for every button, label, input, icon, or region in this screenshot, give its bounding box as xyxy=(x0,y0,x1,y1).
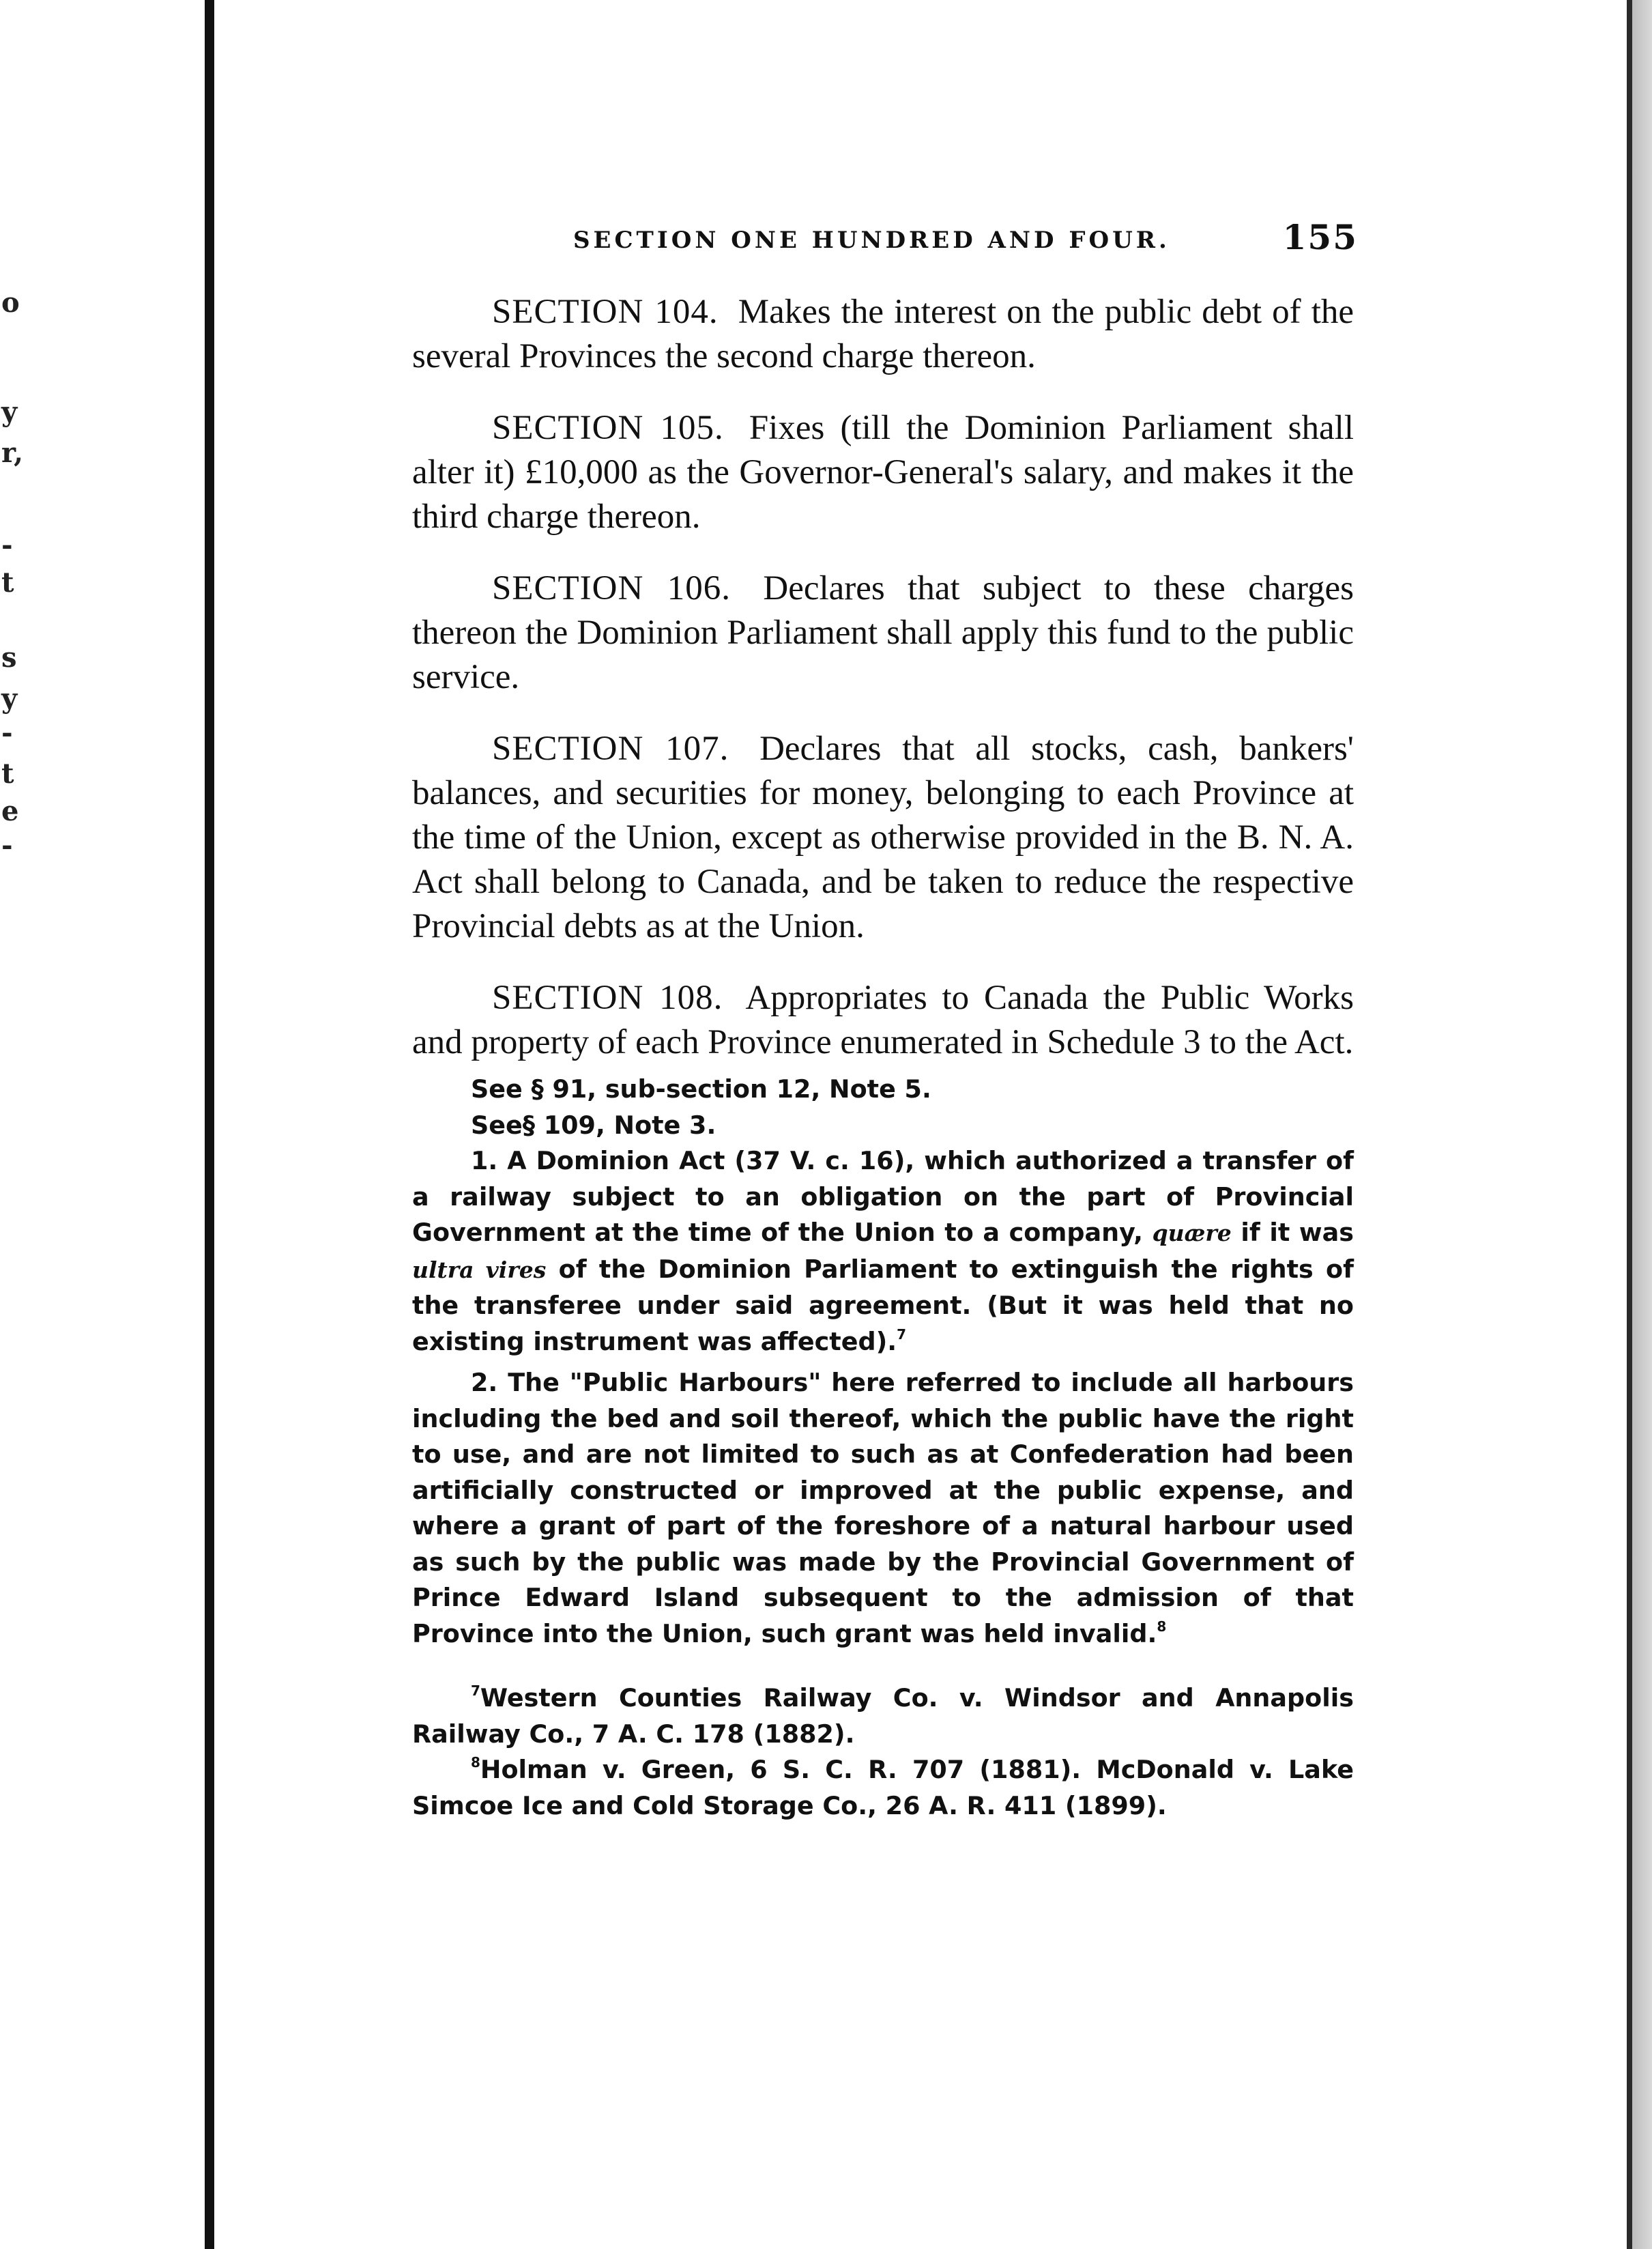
section-105-paragraph xyxy=(412,406,1354,539)
section-text: Appropriates to Canada the Public Works and property of each Province enumerated in Schedule 3 to the Act. xyxy=(412,979,1354,1061)
margin-fragment: - xyxy=(1,717,13,749)
note-2-text: 2. The "Public Harbours" here referred to include all harbours including the bed and soil thereof, which the public have the right to use, and are not limited to such as at Confederation had been artificially constructed or improved at the public expense, and where a grant of part of the foreshore of a natural harbour used as such by the public was made by the Provincial Government of Prince Edward Island subsequent to the admission of that Province into the Union, such grant was held invalid. xyxy=(412,1368,1354,1648)
page-header xyxy=(409,212,1358,273)
margin-fragment: y xyxy=(1,396,18,428)
annotation-notes xyxy=(412,1072,1354,1824)
see-reference: See § 91, sub-section 12, Note 5. xyxy=(471,1074,931,1104)
margin-fragment: t xyxy=(1,758,14,790)
footnotes xyxy=(412,1680,1354,1824)
page-body xyxy=(412,290,1354,1824)
margin-fragment: r, xyxy=(1,437,24,469)
footnote-marker: 7 xyxy=(471,1682,480,1699)
footnote-text: Holman v. Green, 6 S. C. R. 707 (1881). McDonald v. Lake Simcoe Ice and Cold Storage Co., 26 A. R. 411 (1899). xyxy=(412,1755,1354,1820)
section-text: Fixes (till the Dominion Parliament shall alter it) £10,000 as the Governor-General's salary, and makes it the third charge thereon. xyxy=(412,409,1354,536)
footnote-marker: 8 xyxy=(471,1754,480,1771)
note-1-ultra-vires: ultra vires xyxy=(412,1256,547,1283)
margin-fragment: t xyxy=(1,567,14,599)
section-label: SECTION 106. xyxy=(492,569,731,607)
facing-page-margin-fragments xyxy=(0,0,27,2249)
running-head: SECTION ONE HUNDRED AND FOUR. xyxy=(573,227,1170,254)
margin-fragment: - xyxy=(1,829,13,861)
section-text: Makes the interest on the public debt of the several Provinces the second charge thereon. xyxy=(412,293,1354,375)
section-text: Declares that subject to these charges thereon the Dominion Parliament shall apply this fund to the public service. xyxy=(412,569,1354,696)
note-1-text: of the Dominion Parliament to extinguish the rights of the transferee under said agreement. (But it was held that no existing instrument was affected). xyxy=(412,1254,1354,1356)
margin-fragment: y xyxy=(1,683,18,715)
margin-fragment: e xyxy=(1,795,19,827)
footnote-ref: 7 xyxy=(897,1326,907,1343)
section-label: SECTION 107. xyxy=(492,730,729,768)
margin-fragment: s xyxy=(1,642,17,674)
page-number: 155 xyxy=(1282,217,1358,257)
section-107-paragraph xyxy=(412,727,1354,949)
footnote-text: Western Counties Railway Co. v. Windsor and Annapolis Railway Co., 7 A. C. 178 (1882). xyxy=(412,1683,1354,1749)
note-1 xyxy=(412,1143,1354,1360)
note-1-text: 1. A Dominion Act (37 V. c. 16), which authorized a transfer of a railway subject to an obligation on the part of Provincial Government at the time of the Union to a company, xyxy=(412,1146,1354,1247)
note-1-text: if it was xyxy=(1241,1218,1354,1247)
page-right-edge xyxy=(1627,0,1652,2249)
margin-fragment: o xyxy=(1,287,20,319)
section-label: SECTION 104. xyxy=(492,293,719,331)
section-text: Declares that all stocks, cash, bankers' balances, and securities for money, belonging to each Province at the time of the Union, except as otherwise provided in the B. N. A. Act shall belong to Canada, and be taken to reduce the respective Provincial debts as at the Union. xyxy=(412,730,1354,945)
section-104-paragraph xyxy=(412,290,1354,379)
footnote-8 xyxy=(412,1752,1354,1824)
section-label: SECTION 105. xyxy=(492,409,724,447)
note-1-quaere: quære xyxy=(1152,1220,1232,1246)
footnote-7 xyxy=(412,1680,1354,1752)
section-108-paragraph xyxy=(412,976,1354,1065)
footnote-ref: 8 xyxy=(1157,1618,1167,1635)
binding-gutter-line xyxy=(205,0,214,2249)
margin-fragment: - xyxy=(1,529,13,561)
note-2 xyxy=(412,1365,1354,1652)
see-reference: See§ 109, Note 3. xyxy=(471,1110,716,1140)
section-106-paragraph xyxy=(412,567,1354,700)
section-label: SECTION 108. xyxy=(492,979,723,1017)
